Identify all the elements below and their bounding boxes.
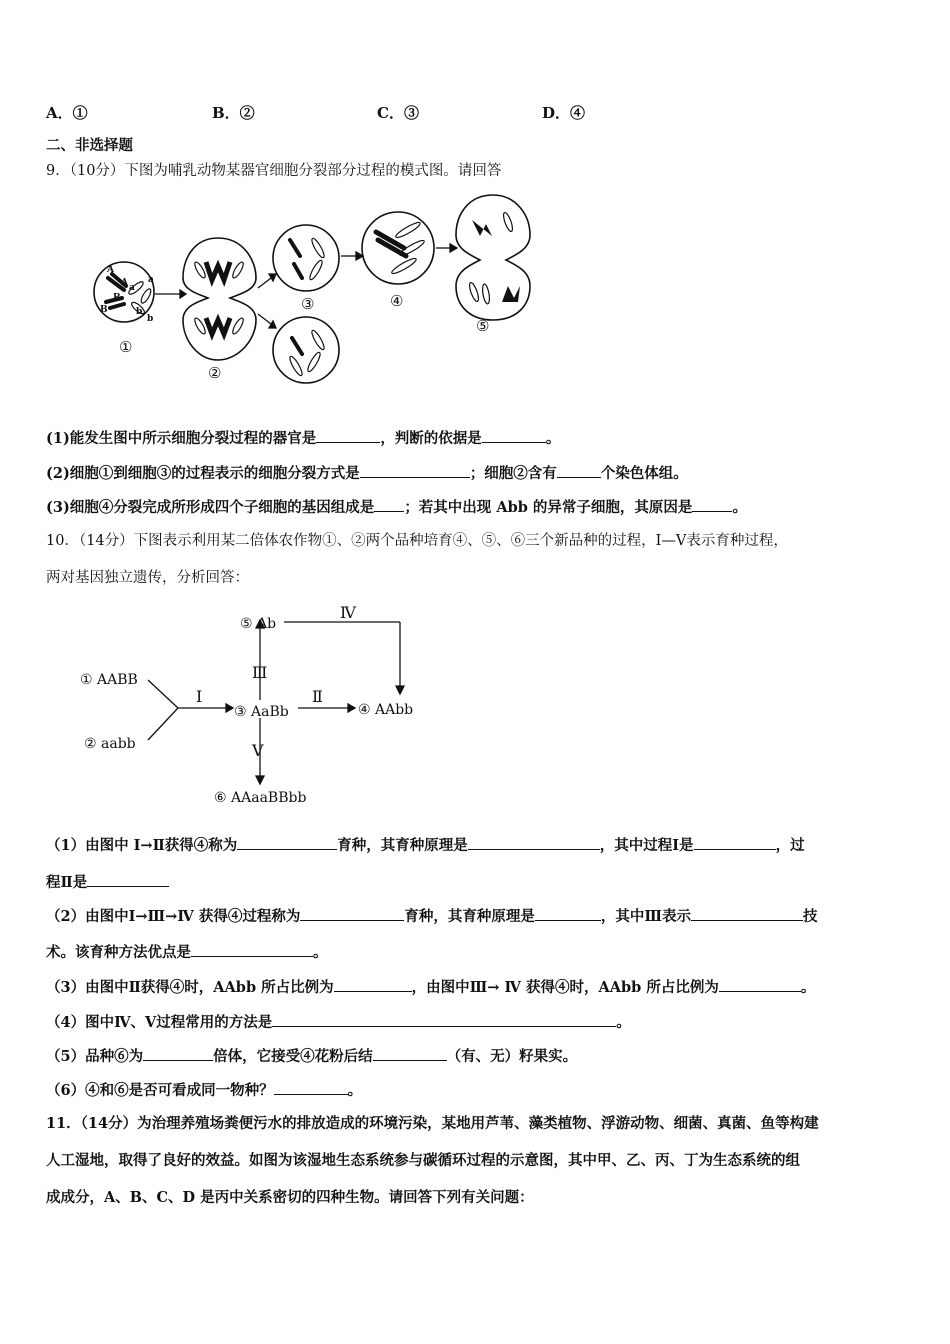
node-1: ① AABB	[80, 672, 138, 688]
cell-label-1: ①	[119, 338, 133, 356]
q9-part2: (2)细胞①到细胞③的过程表示的细胞分裂方式是 ；细胞②含有 个染色体组。	[46, 465, 688, 482]
node-4: ④ AAbb	[358, 702, 414, 718]
route-5: Ⅴ	[252, 741, 264, 760]
q11-line3: 成成分，A、B、C、D 是丙中关系密切的四种生物。请回答下列有关问题：	[46, 1189, 534, 1206]
cell-label-5: ⑤	[476, 317, 490, 335]
option-c: C．③	[377, 104, 419, 122]
node-6: ⑥ AAaaBBbb	[214, 790, 307, 806]
q11-line2: 人工湿地，取得了良好的效益。如图为该湿地生态系统参与碳循环过程的示意图，其中甲、乙、丙、丁为生态系统的组	[46, 1152, 800, 1169]
q10-stem-line1: 10．（14分）下图表示利用某二倍体农作物①、②两个品种培育④、⑤、⑥三个新品种的过程，Ⅰ—Ⅴ表示育种过程，	[46, 533, 788, 549]
cell-label-2: ②	[208, 364, 222, 382]
q10-part2-line2: 术。该育种方法优点是 。	[46, 944, 328, 961]
svg-text:a: a	[148, 275, 154, 285]
route-4: Ⅳ	[340, 603, 356, 622]
svg-text:b: b	[147, 314, 154, 324]
cell-division-diagram	[88, 190, 548, 390]
cell-label-4: ④	[390, 292, 404, 310]
q10-part4: （4）图中Ⅳ、Ⅴ过程常用的方法是 。	[46, 1014, 631, 1031]
q10-part5: （5）品种⑥为 倍体，它接受④花粉后结 （有、无）籽果实。	[46, 1048, 578, 1065]
route-2: Ⅱ	[312, 687, 323, 706]
svg-text:B: B	[113, 293, 121, 303]
option-d: D．④	[542, 104, 586, 122]
q9-part1: (1)能发生图中所示细胞分裂过程的器官是 ，判断的依据是 。	[46, 430, 561, 447]
route-1: Ⅰ	[196, 687, 203, 706]
section-title: 二、非选择题	[46, 137, 133, 154]
svg-text:a: a	[129, 283, 135, 293]
svg-text:A: A	[121, 278, 128, 288]
route-3: Ⅲ	[252, 663, 268, 682]
q10-part1-line1: （1）由图中 Ⅰ→Ⅱ获得④称为 育种，其育种原理是 ，其中过程Ⅰ是 ，过	[46, 837, 805, 854]
q9-stem: 9．（10分）下图为哺乳动物某器官细胞分裂部分过程的模式图。请回答	[46, 163, 502, 179]
node-3: ③ AaBb	[234, 704, 289, 720]
q11-line1: 11．（14分）为治理养殖场粪便污水的排放造成的环境污染，某地用芦苇、藻类植物、浮游动物、细菌、真菌、鱼等构建	[46, 1115, 819, 1132]
breeding-diagram	[78, 598, 438, 814]
q10-part6: （6）④和⑥是否可看成同一物种？ 。	[46, 1082, 363, 1099]
option-b: B．②	[212, 104, 255, 122]
q10-stem-line2: 两对基因独立遗传，分析回答：	[46, 570, 249, 586]
svg-text:B: B	[100, 305, 108, 315]
q10-part2-line1: （2）由图中Ⅰ→Ⅲ→Ⅳ 获得④过程称为 育种，其育种原理是 ，其中Ⅲ表示 技	[46, 908, 818, 925]
svg-text:b: b	[136, 307, 143, 317]
svg-text:A: A	[107, 265, 114, 275]
q10-part3: （3）由图中Ⅱ获得④时，AAbb 所占比例为 ，由图中Ⅲ→ Ⅳ 获得④时，AAbb 所占比例为 。	[46, 979, 816, 996]
node-2: ② aabb	[84, 736, 136, 752]
q10-part1-line2: 程Ⅱ是	[46, 872, 169, 893]
option-a: A．①	[46, 104, 88, 122]
cell-label-3: ③	[301, 295, 315, 313]
q9-part3: (3)细胞④分裂完成所形成四个子细胞的基因组成是 ；若其中出现 Abb 的异常子细胞，其原因是 。	[46, 499, 747, 516]
node-5: ⑤ Ab	[240, 616, 277, 632]
